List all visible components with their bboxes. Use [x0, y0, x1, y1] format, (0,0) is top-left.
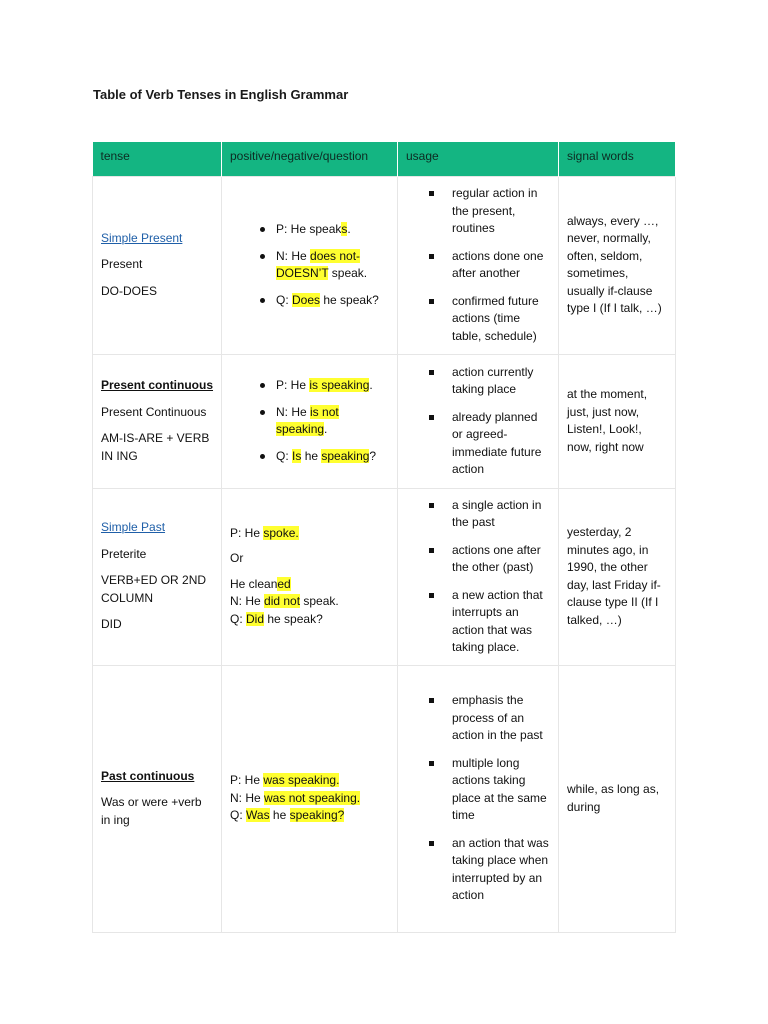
- form-text: Q:: [230, 611, 247, 626]
- usage-cell: [398, 665, 559, 932]
- forms-cell: [222, 176, 398, 354]
- form-negative: [230, 404, 389, 439]
- highlighted-text: did not: [264, 594, 301, 609]
- usage-item: action currently taking place: [406, 364, 550, 399]
- usage-item: a new action that interrupts an action that was taking place.: [406, 587, 550, 657]
- form-positive: [230, 772, 389, 790]
- tense-name: Past continuous: [101, 768, 195, 783]
- form-question: [230, 292, 389, 310]
- form-text: speak.: [300, 594, 339, 609]
- forms-cell: [222, 665, 398, 932]
- usage-item: emphasis the process of an action in the past: [406, 692, 550, 745]
- tense-cell: [93, 354, 222, 488]
- highlighted-text: was not speaking.: [264, 790, 361, 805]
- form-text: he speak?: [320, 292, 379, 307]
- form-text: he: [269, 808, 290, 823]
- highlighted-text: spoke.: [263, 525, 299, 540]
- highlighted-text: Is: [292, 448, 302, 463]
- form-positive: [230, 221, 389, 239]
- forms-cell: [222, 354, 398, 488]
- tense-auxiliary-past: DID: [101, 617, 122, 632]
- table-row: [93, 354, 676, 488]
- form-text: ?: [369, 448, 377, 463]
- form-text: He clean: [230, 576, 278, 591]
- table-row: [93, 176, 676, 354]
- highlighted-text: is not speaking: [276, 404, 339, 436]
- form-text: Or: [230, 551, 244, 566]
- form-text: he: [301, 448, 322, 463]
- forms-cell: [222, 488, 398, 665]
- form-positive: [230, 377, 389, 395]
- form-text: Q:: [276, 448, 293, 463]
- table-row: [93, 665, 676, 932]
- header-tense: tense: [93, 142, 222, 176]
- highlighted-text: ed: [277, 576, 291, 591]
- form-text: he speak?: [264, 611, 323, 626]
- tense-alias: Was or were +verb in ing: [101, 795, 202, 827]
- tense-auxiliary: AM-IS-ARE + VERB IN ING: [101, 431, 210, 463]
- table-row: [93, 488, 676, 665]
- highlighted-text: does not-DOESN’T: [276, 248, 361, 280]
- form-negative: [230, 593, 389, 611]
- form-text: P: He: [230, 525, 264, 540]
- usage-item: regular action in the present, routines: [406, 185, 550, 238]
- highlighted-text: speaking?: [289, 808, 345, 823]
- usage-item: confirmed future actions (time table, schedule): [406, 293, 550, 346]
- form-text: Q:: [230, 808, 247, 823]
- header-usage: usage: [398, 142, 559, 176]
- tense-name-link[interactable]: Simple Past: [101, 520, 166, 535]
- tense-alias: Preterite: [101, 546, 147, 561]
- form-text: P: He: [276, 378, 310, 392]
- usage-cell: [398, 354, 559, 488]
- usage-item: a single action in the past: [406, 497, 550, 532]
- usage-cell: [398, 488, 559, 665]
- usage-cell: [398, 176, 559, 354]
- form-text: N: He: [276, 404, 311, 419]
- header-row: [93, 142, 676, 176]
- form-text: N: He: [276, 248, 311, 263]
- form-question: [230, 807, 389, 825]
- tense-cell: [93, 176, 222, 354]
- usage-item: actions done one after another: [406, 248, 550, 283]
- highlighted-text: Did: [246, 611, 265, 626]
- highlighted-text: Does: [292, 292, 321, 307]
- tense-auxiliary: DO-DOES: [101, 283, 158, 298]
- signal-words-cell: yesterday, 2 minutes ago, in 1990, the other day, last Friday if-clause type II (If I talked, …): [559, 488, 676, 665]
- tense-cell: [93, 488, 222, 665]
- tense-cell: [93, 665, 222, 932]
- signal-words-cell: while, as long as, during: [559, 665, 676, 932]
- tense-alias: Present: [101, 257, 143, 272]
- tense-name-link[interactable]: Simple Present: [101, 230, 183, 245]
- usage-item: actions one after the other (past): [406, 542, 550, 577]
- form-text: P: He speak: [276, 222, 342, 236]
- signal-words-cell: at the moment, just, just now, Listen!, Look!, now, right now: [559, 354, 676, 488]
- highlighted-text: s: [341, 222, 348, 236]
- tense-alias: Present Continuous: [101, 404, 207, 419]
- form-negative: [230, 790, 389, 808]
- usage-item: multiple long actions taking place at the same time: [406, 755, 550, 825]
- page-title: Table of Verb Tenses in English Grammar: [93, 87, 349, 102]
- form-positive: [230, 525, 389, 543]
- form-question: [230, 611, 389, 629]
- form-text: speak.: [328, 266, 368, 280]
- header-forms: positive/negative/question: [222, 142, 398, 176]
- form-negative: [230, 248, 389, 283]
- form-text: Q:: [276, 292, 293, 307]
- tense-auxiliary: VERB+ED OR 2ND COLUMN: [101, 573, 207, 605]
- tense-name: Present continuous: [101, 378, 214, 392]
- highlighted-text: Was: [246, 808, 270, 823]
- form-text: .: [324, 422, 328, 436]
- form-text: .: [347, 222, 351, 236]
- form-positive-alt: [230, 576, 389, 594]
- form-text: .: [369, 378, 373, 392]
- usage-item: already planned or agreed-immediate future action: [406, 409, 550, 479]
- header-signal-words: signal words: [559, 142, 676, 176]
- verb-tense-table: [92, 142, 676, 933]
- form-text: N: He: [230, 790, 265, 805]
- usage-item: an action that was taking place when interrupted by an action: [406, 835, 550, 905]
- form-or: [230, 550, 389, 568]
- form-text: P: He: [230, 773, 264, 788]
- form-question: [230, 448, 389, 466]
- highlighted-text: is speaking: [309, 378, 370, 392]
- signal-words-cell: always, every …, never, normally, often, seldom, sometimes, usually if-clause type I (If I talk, …): [559, 176, 676, 354]
- highlighted-text: was speaking.: [263, 773, 340, 788]
- highlighted-text: speaking: [321, 448, 370, 463]
- form-text: N: He: [230, 594, 265, 609]
